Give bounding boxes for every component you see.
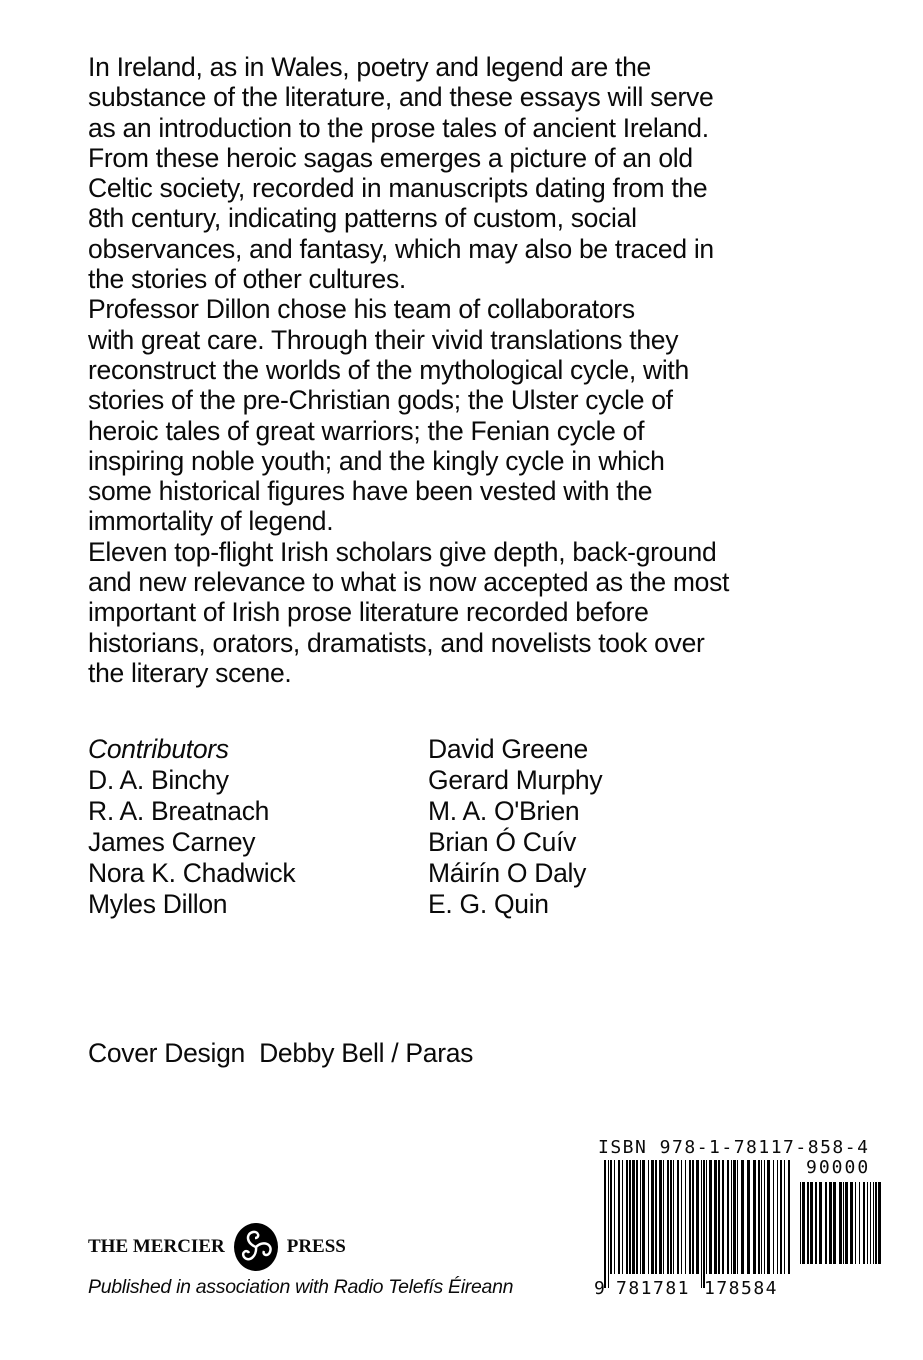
- barcode-bar: [810, 1182, 813, 1264]
- barcode-bar: [878, 1182, 881, 1264]
- barcode-bar: [692, 1160, 694, 1274]
- barcode-bar: [802, 1182, 805, 1264]
- barcode-bar: [659, 1160, 662, 1274]
- barcode-bar: [731, 1160, 732, 1274]
- barcode-bar: [800, 1182, 801, 1264]
- barcode-first-digit: 9: [594, 1278, 607, 1299]
- contributor: E. G. Quin: [428, 889, 549, 919]
- barcode-bar: [780, 1160, 782, 1274]
- contributor: Gerard Murphy: [428, 765, 603, 795]
- barcode-bar: [677, 1160, 679, 1274]
- barcode-bar: [648, 1160, 649, 1274]
- contributor: D. A. Binchy: [88, 765, 229, 795]
- contributors-left: [88, 734, 295, 920]
- barcode-bar: [845, 1182, 848, 1264]
- barcode-bar: [733, 1160, 736, 1274]
- blurb-line: some historical figures have been vested with the: [88, 476, 653, 507]
- barcode-bar: [689, 1160, 691, 1274]
- barcode-bar: [685, 1160, 686, 1274]
- barcode-bar: [829, 1182, 832, 1264]
- barcode-bar: [636, 1160, 638, 1274]
- blurb-line: historians, orators, dramatists, and novelists took over: [88, 627, 705, 658]
- barcode-bar: [867, 1182, 868, 1264]
- barcode-bar: [825, 1182, 827, 1264]
- barcode-bar: [604, 1160, 606, 1288]
- barcode-bar: [741, 1160, 744, 1274]
- barcode-bar: [859, 1182, 860, 1264]
- blurb-line: From these heroic sagas emerges a picture of an old: [88, 142, 693, 173]
- blurb-line: the stories of other cultures.: [88, 264, 406, 295]
- barcode-bar: [761, 1160, 762, 1274]
- barcode-bar: [833, 1182, 836, 1264]
- contributor: James Carney: [88, 827, 256, 857]
- price-addon-number: 90000: [806, 1157, 871, 1178]
- contributor: Nora K. Chadwick: [88, 858, 296, 888]
- barcode: [604, 1160, 796, 1288]
- barcode-bar: [614, 1160, 615, 1274]
- blurb-line: immortality of legend.: [88, 506, 334, 537]
- barcode-bar: [673, 1160, 674, 1274]
- blurb-line: inspiring noble youth; and the kingly cycle in which: [88, 445, 665, 476]
- publisher-logo: [88, 1222, 346, 1272]
- barcode-bar: [714, 1160, 717, 1274]
- barcode-bar: [727, 1160, 729, 1274]
- blurb-line: In Ireland, as in Wales, poetry and legend are the: [88, 52, 651, 82]
- barcode-bar: [815, 1182, 817, 1264]
- barcode-bar: [626, 1160, 628, 1274]
- blurb-line: substance of the literature, and these essays will serve: [88, 82, 714, 113]
- barcode-bar: [618, 1160, 620, 1274]
- contributors-right: [428, 734, 602, 920]
- blurb-line: and new relevance to what is now accepted as the most: [88, 567, 730, 598]
- association-note: Published in association with Radio Telefís Éireann: [88, 1276, 514, 1298]
- barcode-bar: [632, 1160, 635, 1274]
- publisher-name-right: PRESS: [286, 1236, 346, 1257]
- barcode-bar: [855, 1182, 856, 1264]
- barcode-bar: [663, 1160, 664, 1274]
- barcode-bar: [703, 1160, 705, 1288]
- barcode-bar: [709, 1160, 712, 1274]
- barcode-bar: [670, 1160, 672, 1274]
- barcode-bar: [773, 1160, 774, 1274]
- publisher-name-left: THE MERCIER: [88, 1236, 225, 1257]
- barcode-bar: [655, 1160, 657, 1274]
- contributor: M. A. O'Brien: [428, 796, 580, 826]
- barcode-bar: [843, 1182, 844, 1264]
- barcode-bar: [870, 1182, 871, 1264]
- blurb-line: Professor Dillon chose his team of collaborators: [88, 294, 635, 325]
- barcode-bar: [667, 1160, 669, 1274]
- blurb-line: reconstruct the worlds of the mythological cycle, with: [88, 354, 689, 385]
- barcode-bar: [706, 1160, 707, 1274]
- barcode-bar: [758, 1160, 760, 1274]
- barcode-bar: [610, 1160, 612, 1274]
- cover-design-credit: Cover Design Debby Bell / Paras: [88, 1038, 474, 1068]
- contributor: Máirín O Daly: [428, 858, 587, 888]
- contributor: R. A. Breatnach: [88, 796, 270, 826]
- barcode-bar: [807, 1182, 809, 1264]
- barcode-bar: [608, 1160, 609, 1288]
- barcode-bar: [863, 1182, 865, 1264]
- barcode-bar: [784, 1160, 785, 1274]
- blurb-line: heroic tales of great warriors; the Fenian cycle of: [88, 415, 645, 446]
- barcode-group-2: 178584: [704, 1278, 779, 1299]
- contributor: Myles Dillon: [88, 889, 228, 919]
- barcode-bar: [767, 1160, 770, 1274]
- blurb-line: observances, and fantasy, which may also be traced in: [88, 233, 714, 264]
- contributors-heading: Contributors: [88, 734, 229, 764]
- barcode-bar: [629, 1160, 631, 1274]
- blurb-line: important of Irish prose literature recorded before: [88, 597, 649, 628]
- blurb-line: Eleven top-flight Irish scholars give depth, back-ground: [88, 536, 717, 567]
- barcode-bar: [737, 1160, 738, 1274]
- barcode-addon: [800, 1182, 882, 1278]
- barcode-bar: [839, 1182, 842, 1264]
- barcode-bar: [873, 1182, 874, 1264]
- barcode-bar: [622, 1160, 623, 1274]
- barcode-bar: [718, 1160, 720, 1274]
- barcode-bar: [747, 1160, 750, 1274]
- blurb-line: Celtic society, recorded in manuscripts dating from the: [88, 173, 708, 204]
- barcode-bar: [642, 1160, 645, 1274]
- barcode-bar: [681, 1160, 682, 1274]
- barcode-bar: [701, 1160, 702, 1288]
- barcode-bar: [788, 1160, 790, 1274]
- barcode-group-1: 781781: [616, 1278, 691, 1299]
- blurb-line: with great care. Through their vivid translations they: [88, 324, 679, 355]
- barcode-bar: [696, 1160, 699, 1274]
- isbn-text: ISBN 978-1-78117-858-4: [598, 1137, 870, 1158]
- blurb-line: stories of the pre-Christian gods; the Ulster cycle of: [88, 385, 673, 416]
- blurb: [88, 52, 729, 688]
- barcode-bar: [651, 1160, 654, 1274]
- barcode-bar: [640, 1160, 641, 1274]
- blurb-line: the literary scene.: [88, 657, 292, 688]
- contributor: Brian Ó Cuív: [428, 827, 577, 857]
- contributor: David Greene: [428, 734, 588, 764]
- barcode-bar: [753, 1160, 756, 1274]
- barcode-bar: [777, 1160, 778, 1274]
- blurb-line: as an introduction to the prose tales of ancient Ireland.: [88, 112, 709, 143]
- blurb-line: 8th century, indicating patterns of custom, social: [88, 203, 637, 234]
- barcode-bar: [722, 1160, 724, 1274]
- barcode-bar: [819, 1182, 822, 1264]
- barcode-bar: [764, 1160, 765, 1274]
- triskele-icon: [233, 1222, 279, 1272]
- barcode-bar: [850, 1182, 853, 1264]
- barcode-bar: [875, 1182, 877, 1264]
